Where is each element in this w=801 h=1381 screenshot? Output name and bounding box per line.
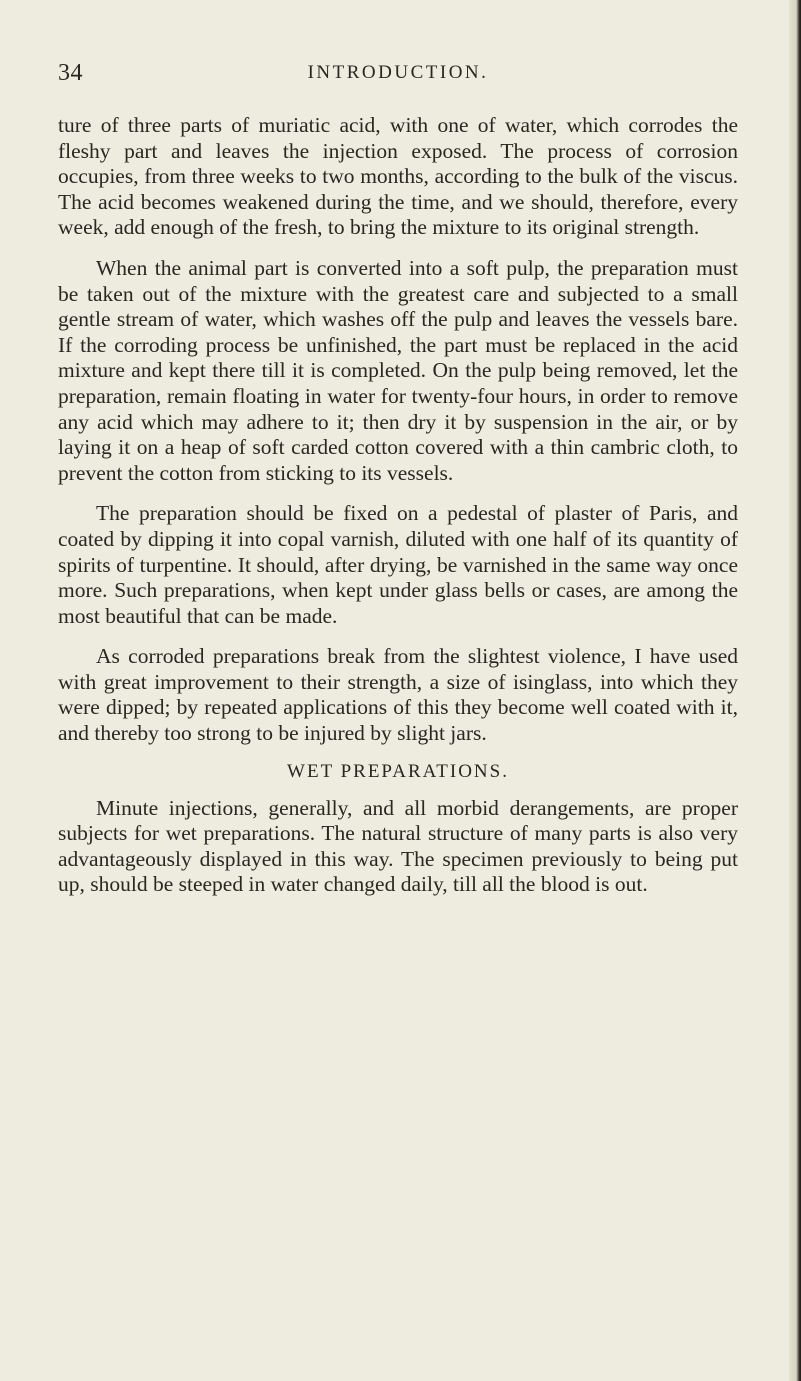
paragraph-continued: ture of three parts of muriatic acid, with one of water, which corrodes the fleshy part and leaves the injection exposed. The process of corrosion occupies, from three weeks to two months, according to the bulk of the viscus. The acid becomes weakened during the time, and we should, therefore, every week, add enough of the fresh, to bring the mixture to its original strength.	[58, 113, 738, 240]
running-head: INTRODUCTION.	[307, 62, 489, 83]
page-number: 34	[58, 60, 83, 86]
section-heading-wet-preparations: WET PREPARATIONS.	[287, 760, 509, 782]
paragraph-pedestal: The preparation should be fixed on a pedestal of plaster of Paris, and coated by dipping it into copal varnish, diluted with one half of its quantity of spirits of turpentine. It should, after drying, be varnished in the same way once more. Such preparations, when kept under glass bells or cases, are among the most beautiful that can be made.	[58, 501, 738, 628]
page-body	[58, 113, 738, 898]
paragraph-wet-preparations: Minute injections, generally, and all morbid derangements, are proper subjects for wet preparations. The natural structure of many parts is also very advantageously displayed in this way. The specimen previously to being put up, should be steeped in water changed daily, till all the blood is out.	[58, 795, 738, 897]
paragraph-soft-pulp: When the animal part is converted into a soft pulp, the preparation must be taken out of the mixture with the greatest care and subjected to a small gentle stream of water, which washes off the pulp and leaves the vessels bare. If the corroding process be unfinished, the part must be replaced in the acid mixture and kept there till it is completed. On the pulp being removed, let the preparation, remain floating in water for twenty-four hours, in order to remove any acid which may adhere to it; then dry it by suspension in the air, or by laying it on a heap of soft carded cotton covered with a thin cambric cloth, to prevent the cotton from sticking to its vessels.	[58, 255, 738, 485]
paragraph-isinglass: As corroded preparations break from the slightest violence, I have used with great improvement to their strength, a size of isinglass, into which they were dipped; by repeated applications of this they become well coated with it, and thereby too strong to be injured by slight jars.	[58, 644, 738, 746]
page-header	[58, 60, 738, 88]
page-edge-shadow	[789, 0, 801, 1381]
